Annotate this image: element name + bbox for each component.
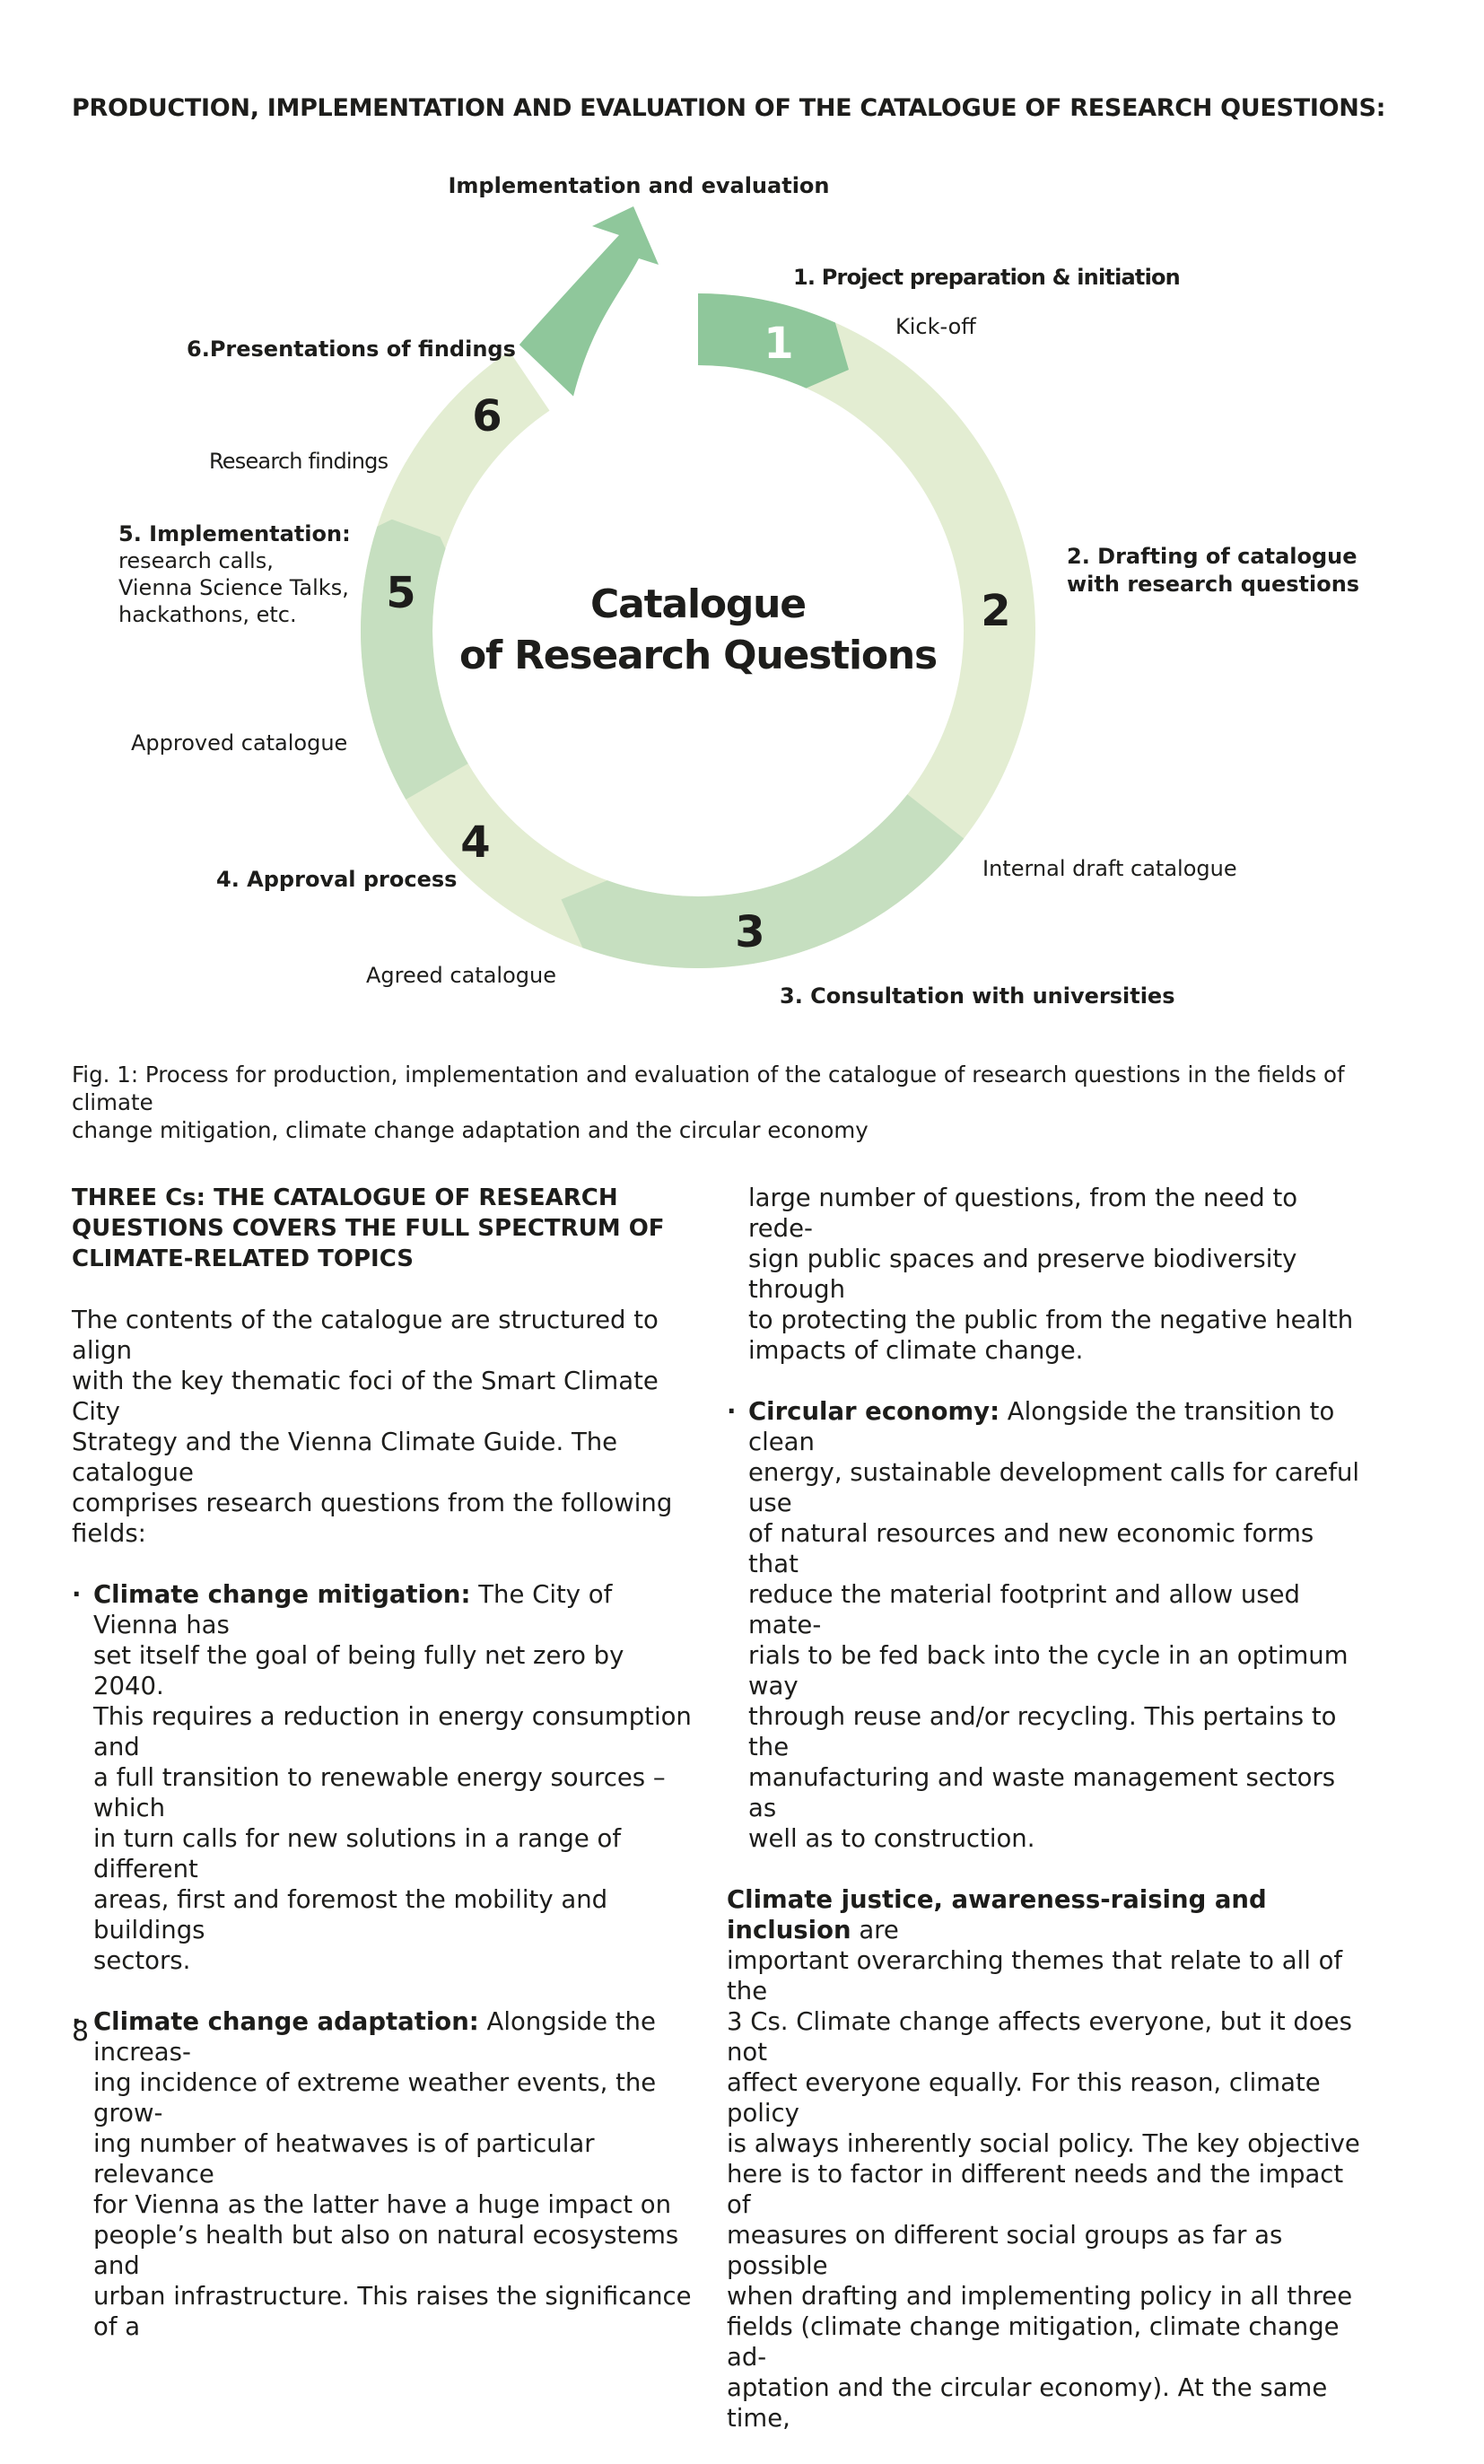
ring-segment-step5 — [361, 503, 468, 799]
label-step5-output: Research findings — [209, 449, 388, 474]
step-number-5: 5 — [386, 568, 416, 618]
text-line: The City of Vienna has — [93, 1580, 613, 1639]
step-number-3: 3 — [735, 907, 765, 957]
text-line: people’s health but also on natural ecosystems and — [93, 2221, 679, 2280]
label-step5-detail-3: hackathons, etc. — [118, 602, 297, 627]
step-number-6: 6 — [472, 391, 502, 441]
text-line: manufacturing and waste management sectors as — [748, 1763, 1336, 1822]
text-line: Alongside the transition to clean — [748, 1397, 1335, 1456]
text-line: set itself the goal of being fully net zero by 2040. — [93, 1641, 624, 1700]
left-column — [72, 1183, 695, 2372]
label-step4-title: 4. Approval process — [216, 867, 458, 892]
text-line: well as to construction. — [748, 1824, 1035, 1853]
text-line: for Vienna as the latter have a huge impact on — [93, 2190, 672, 2219]
label-step5-detail-1: research calls, — [118, 548, 274, 573]
exit-arrow-implementation — [519, 206, 659, 397]
process-cycle-diagram — [0, 153, 1484, 1032]
text-line: to protecting the public from the negative health — [748, 1306, 1354, 1334]
text-line: affect everyone equally. For this reason, climate policy — [727, 2068, 1321, 2128]
step-number-1: 1 — [764, 319, 794, 369]
subheading-line-3: CLIMATE-RELATED TOPICS — [72, 1245, 415, 1272]
bullet-label: Climate change mitigation: — [93, 1580, 471, 1609]
caption-line-2: change mitigation, climate change adaptation and the circular economy — [72, 1117, 869, 1143]
text-line: Alongside the increas- — [93, 2007, 656, 2066]
text-line: a full transition to renewable energy sources – which — [93, 1763, 666, 1822]
text-line: sectors. — [93, 1946, 191, 1975]
right-column — [727, 1183, 1366, 2464]
text-line: The contents of the catalogue are structured to align — [72, 1306, 659, 1365]
section-subheading — [72, 1183, 695, 1274]
text-line: impacts of climate change. — [748, 1336, 1084, 1365]
paragraph-label: Climate justice, awareness-raising and inclusion — [727, 1885, 1267, 1944]
text-line: large number of questions, from the need to rede- — [748, 1184, 1298, 1243]
text-line: measures on different social groups as far as possible — [727, 2221, 1283, 2280]
text-line: through reuse and/or recycling. This pertains to the — [748, 1702, 1337, 1761]
text-line: fields (climate change mitigation, climate change ad- — [727, 2312, 1340, 2372]
figure-caption — [72, 1061, 1364, 1144]
label-step5-title: 5. Implementation: — [118, 521, 351, 546]
text-line: Strategy and the Vienna Climate Guide. The catalogue — [72, 1428, 618, 1487]
text-line: This requires a reduction in energy consumption and — [93, 1702, 692, 1761]
text-line: important overarching themes that relate to all of the — [727, 1946, 1343, 2005]
intro-paragraph — [72, 1305, 695, 1549]
label-step6-title: 6.Presentations of findings — [187, 336, 516, 362]
text-line: is always inherently social policy. The key objective — [727, 2129, 1360, 2158]
label-implementation-evaluation: Implementation and evaluation — [448, 173, 830, 198]
label-step4-output: Approved catalogue — [131, 730, 348, 756]
text-line: with the key thematic foci of the Smart Climate City — [72, 1367, 659, 1426]
text-line: ing number of heatwaves is of particular relevance — [93, 2129, 595, 2189]
bullet-climate-mitigation — [72, 1579, 695, 1976]
text-line: ing incidence of extreme weather events, the grow- — [93, 2068, 657, 2128]
text-line: aptation and the circular economy). At the same time, — [727, 2373, 1328, 2433]
adaptation-continuation — [748, 1183, 1366, 1366]
label-step1-output: Kick-off — [895, 314, 976, 339]
text-line: urban infrastructure. This raises the significance of a — [93, 2282, 692, 2341]
text-line: are — [851, 1916, 899, 1944]
label-step5-detail-2: Vienna Science Talks, — [118, 575, 349, 600]
text-line: when drafting and implementing policy in all three — [727, 2282, 1353, 2311]
text-line: 3 Cs. Climate change affects everyone, but it does not — [727, 2007, 1352, 2066]
text-line: in turn calls for new solutions in a range of different — [93, 1824, 622, 1883]
ring-segment-step6 — [381, 351, 550, 540]
label-step1-title: 1. Project preparation & initiation — [793, 265, 1180, 290]
text-line: comprises research questions from the following — [72, 1489, 673, 1517]
text-line: sign public spaces and preserve biodiversity through — [748, 1245, 1297, 1304]
page-number: 8 — [72, 2016, 90, 2048]
label-step3-title: 3. Consultation with universities — [780, 983, 1175, 1009]
bullet-label: Circular economy: — [748, 1397, 1000, 1426]
page-heading: PRODUCTION, IMPLEMENTATION AND EVALUATION OF THE CATALOGUE OF RESEARCH QUESTIONS: — [72, 94, 1386, 122]
text-line: rials to be fed back into the cycle in an optimum way — [748, 1641, 1349, 1700]
subheading-line-2: QUESTIONS COVERS THE FULL SPECTRUM OF — [72, 1215, 665, 1242]
bullet-climate-adaptation — [72, 2006, 695, 2342]
bullet-label: Climate change adaptation: — [93, 2007, 479, 2036]
label-step3-output: Agreed catalogue — [366, 963, 556, 988]
center-title-line2: of Research Questions — [459, 633, 937, 678]
text-line: of natural resources and new economic forms that — [748, 1519, 1314, 1578]
center-title-line1: Catalogue — [590, 581, 806, 627]
step-number-4: 4 — [460, 817, 491, 868]
subheading-line-1: THREE Cs: THE CATALOGUE OF RESEARCH — [72, 1184, 618, 1211]
step-number-2: 2 — [981, 586, 1011, 636]
label-step2-title-line2: with research questions — [1067, 572, 1360, 597]
text-line: energy, sustainable development calls for careful use — [748, 1458, 1360, 1517]
caption-line-1: Fig. 1: Process for production, implementation and evaluation of the catalogue of research questions in the fields of climate — [72, 1062, 1345, 1115]
label-step2-output: Internal draft catalogue — [982, 856, 1237, 881]
text-line: areas, first and foremost the mobility and buildings — [93, 1885, 608, 1944]
bullet-circular-economy — [727, 1396, 1366, 1854]
text-line: reduce the material footprint and allow used mate- — [748, 1580, 1300, 1639]
text-line: here is to factor in different needs and the impact of — [727, 2160, 1344, 2219]
text-line: fields: — [72, 1519, 146, 1548]
label-step2-title-line1: 2. Drafting of catalogue — [1067, 544, 1357, 569]
climate-justice-paragraph — [727, 1884, 1366, 2433]
